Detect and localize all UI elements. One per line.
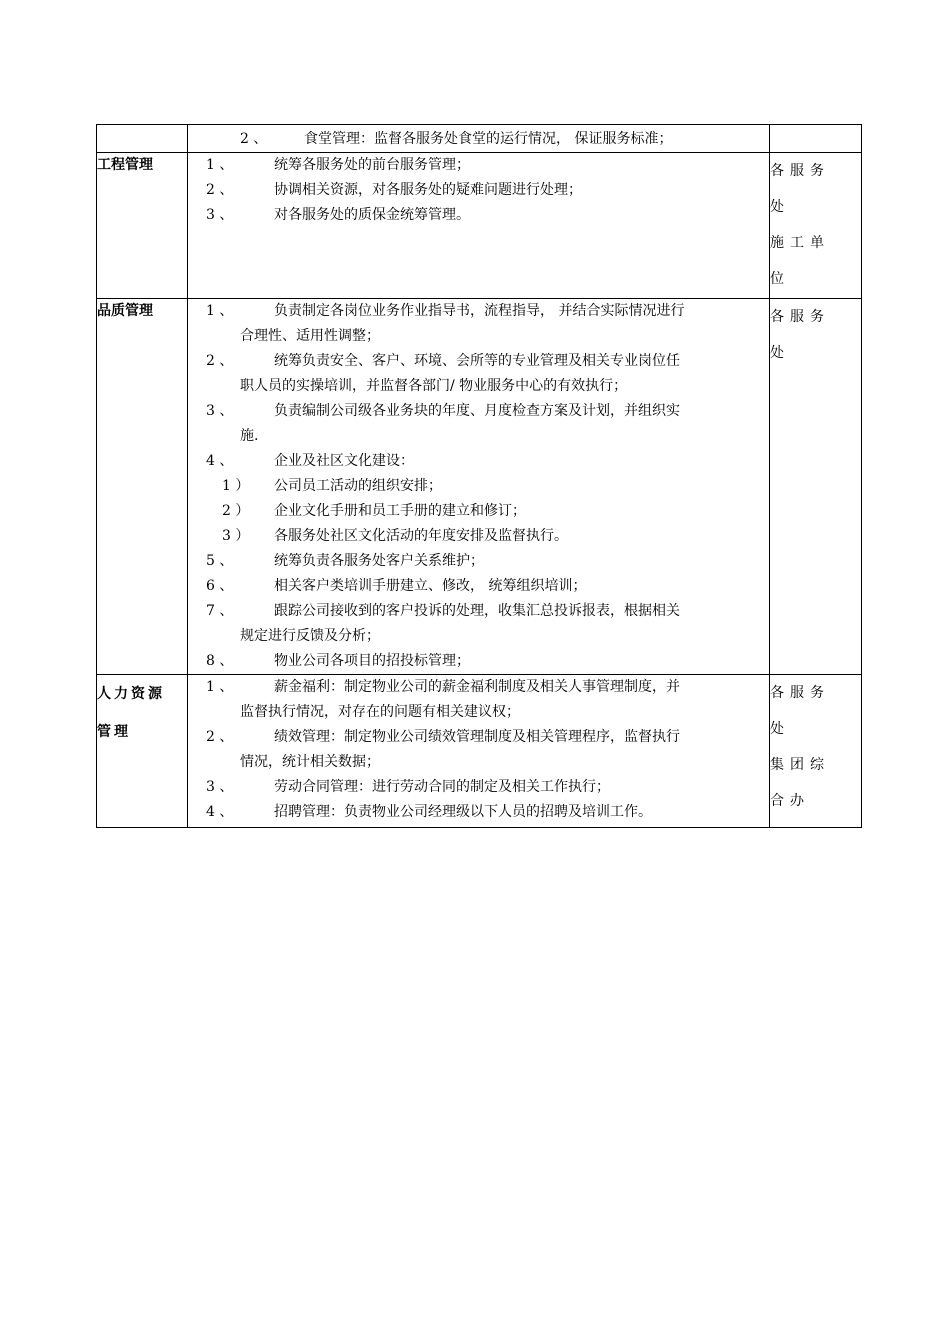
list-item: [188, 649, 769, 674]
duties-cell: [188, 153, 770, 299]
item-number: 2 、: [206, 729, 234, 745]
list-item: [188, 153, 769, 178]
item-number: 7 、: [206, 603, 234, 619]
list-item: [188, 574, 769, 599]
item-text: 统筹负责各服务处客户关系维护；: [274, 553, 484, 569]
item-number: 4 、: [206, 453, 234, 469]
item-number: 1 、: [206, 679, 234, 695]
item-number: 1 、: [206, 157, 234, 173]
item-number: 4 、: [206, 804, 234, 820]
table-body: [97, 125, 862, 828]
item-number: 5 、: [206, 553, 234, 569]
list-item: [188, 524, 769, 549]
scope-cell: [770, 299, 862, 675]
list-item: [188, 775, 769, 800]
scope-text: 各服务: [770, 309, 830, 325]
item-text: 企业及社区文化建设：: [274, 453, 414, 469]
item-text: 统筹负责安全、客户、环境、会所等的专业管理及相关专业岗位任: [274, 353, 680, 369]
item-text: 食堂管理：监督各服务处食堂的运行情况， 保证服务标准；: [304, 131, 673, 147]
department-cell: [97, 153, 188, 299]
list-item: [188, 800, 769, 825]
department-cell: [97, 299, 188, 675]
item-number: 3 、: [206, 779, 234, 795]
item-text-continued: 职人员的实操培训，并监督各部门/ 物业服务中心的有效执行；: [240, 378, 628, 394]
item-text: 物业公司各项目的招投标管理；: [274, 653, 470, 669]
scope-text: 处: [770, 345, 790, 361]
item-text: 统筹各服务处的前台服务管理；: [274, 157, 470, 173]
item-text-continued: 规定进行反馈及分析；: [240, 628, 380, 644]
list-item: [188, 178, 769, 203]
item-text: 绩效管理：制定物业公司绩效管理制度及相关管理程序，监督执行: [274, 729, 680, 745]
duties-cell: [188, 125, 770, 153]
item-text: 各服务处社区文化活动的年度安排及监督执行。: [274, 528, 568, 544]
list-item: [188, 599, 769, 649]
item-text: 负责制定各岗位业务作业指导书，流程指导， 并结合实际情况进行: [274, 303, 685, 319]
item-text: 负责编制公司级各业务块的年度、月度检查方案及计划，并组织实: [274, 403, 680, 419]
table-row: [97, 299, 862, 675]
department-cell: [97, 125, 188, 153]
department-name: 品质管理: [97, 303, 153, 319]
department-name: 管理: [97, 724, 131, 740]
item-text-continued: 施.: [240, 428, 259, 444]
item-number: 1 ）: [222, 478, 250, 494]
scope-text: 位: [770, 271, 790, 287]
list-item: [188, 675, 769, 725]
scope-cell: [770, 153, 862, 299]
scope-text: 各服务: [770, 163, 830, 179]
item-text: 薪金福利：制定物业公司的薪金福利制度及相关人事管理制度，并: [274, 679, 680, 695]
item-number: 1 、: [206, 303, 234, 319]
scope-text: 处: [770, 199, 790, 215]
department-name: 人力资源: [97, 686, 165, 702]
department-name: 工程管理: [97, 157, 153, 173]
item-number: 6 、: [206, 578, 234, 594]
duties-cell: [188, 675, 770, 828]
item-number: 2 、: [206, 353, 234, 369]
item-number: 3 ）: [222, 528, 250, 544]
duties-cell: [188, 299, 770, 675]
responsibility-table: [96, 124, 862, 828]
scope-text: 施工单: [770, 235, 830, 251]
item-text: 招聘管理：负责物业公司经理级以下人员的招聘及培训工作。: [274, 804, 652, 820]
list-item: [188, 127, 769, 152]
list-item: [188, 399, 769, 449]
item-number: 3 、: [206, 403, 234, 419]
list-item: [188, 449, 769, 474]
scope-text: 处: [770, 721, 790, 737]
item-text: 跟踪公司接收到的客户投诉的处理，收集汇总投诉报表，根据相关: [274, 603, 680, 619]
item-text: 劳动合同管理：进行劳动合同的制定及相关工作执行；: [274, 779, 610, 795]
list-item: [188, 299, 769, 349]
item-text-continued: 情况，统计相关数据；: [240, 754, 380, 770]
item-text: 企业文化手册和员工手册的建立和修订；: [274, 503, 526, 519]
item-text: 公司员工活动的组织安排；: [274, 478, 442, 494]
scope-cell: [770, 125, 862, 153]
item-text-continued: 合理性、适用性调整；: [240, 328, 380, 344]
table-row: [97, 675, 862, 828]
list-item: [188, 349, 769, 399]
list-item: [188, 725, 769, 775]
item-number: 2 ）: [222, 503, 250, 519]
item-number: 2 、: [240, 131, 268, 147]
item-text: 协调相关资源，对各服务处的疑难问题进行处理；: [274, 182, 582, 198]
scope-cell: [770, 675, 862, 828]
table-row: [97, 125, 862, 153]
list-item: [188, 549, 769, 574]
scope-text: 各服务: [770, 685, 830, 701]
item-text: 相关客户类培训手册建立、修改， 统筹组织培训；: [274, 578, 587, 594]
list-item: [188, 474, 769, 499]
table-row: [97, 153, 862, 299]
scope-text: 集团综: [770, 757, 830, 773]
item-text-continued: 监督执行情况，对存在的问题有相关建议权；: [240, 704, 520, 720]
item-number: 2 、: [206, 182, 234, 198]
list-item: [188, 203, 769, 228]
scope-text: 合办: [770, 793, 810, 809]
list-item: [188, 499, 769, 524]
department-cell: [97, 675, 188, 828]
item-text: 对各服务处的质保金统筹管理。: [274, 207, 470, 223]
item-number: 3 、: [206, 207, 234, 223]
item-number: 8 、: [206, 653, 234, 669]
